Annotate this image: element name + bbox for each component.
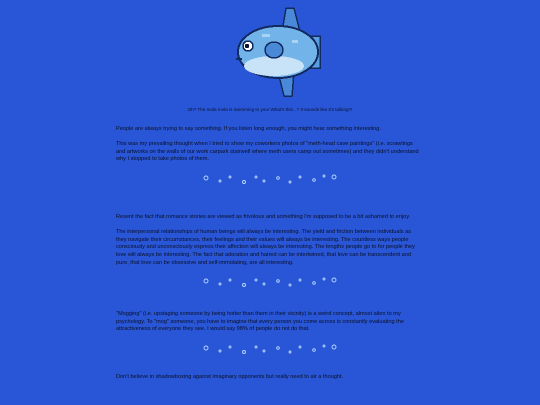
- paragraph: Resent the fact that romance stories are viewed as frivolous and something I'm supposed to be a bit ashamed to enjoy.: [116, 213, 411, 220]
- post-content: [116, 126, 423, 382]
- paragraph: People are always trying to say something. If you listen long enough, you might hear something interesting.: [116, 126, 381, 132]
- mola-mola-fish-icon: [222, 6, 332, 102]
- paragraph: Don't believe in shadowboxing against imaginary opponents but really need to air a thought.: [116, 373, 344, 380]
- bubble-divider-icon: [116, 334, 423, 364]
- paragraph: "Mogging" (i.e. upstaging someone by being hotter than them in their vicinity) is a weird concept, almost alien to my psychology. To "mog" someone, you have to imagine that every person you come across is constantly evaluating the attractiveness of everyone they see. I would say 98% of people do not do that.: [116, 311, 404, 333]
- paragraph: This was my prevailing thought when I tried to show my coworkers photos of "meth-head cave paintings" (i.e. scrawlings and artworks on the walls of our work carpark stairwell where meth users camp out sometimes) and they didn't understand why I stopped to take photos of them.: [116, 141, 419, 163]
- mascot-caption: Oh? The mola mola is swimming to you! What's this...? It sounds like it's talking?!: [187, 107, 353, 112]
- bubble-divider-icon: [116, 164, 423, 194]
- paragraph: The interpersonal relationships of human beings will always be interesting. The yield and friction between individuals as they navigate their circumstances, their feelings and their values will always be interesting. The countless ways people consciously and unconsciously express their affection will always be interesting. The lengths people go to for people they love will always be interesting. The fact that adoration and hatred can be intertwined, that love can be transcendent and pure, that love can be obsessive and self-immolating, are all interesting.: [116, 229, 415, 266]
- bubble-divider-icon: [116, 267, 423, 297]
